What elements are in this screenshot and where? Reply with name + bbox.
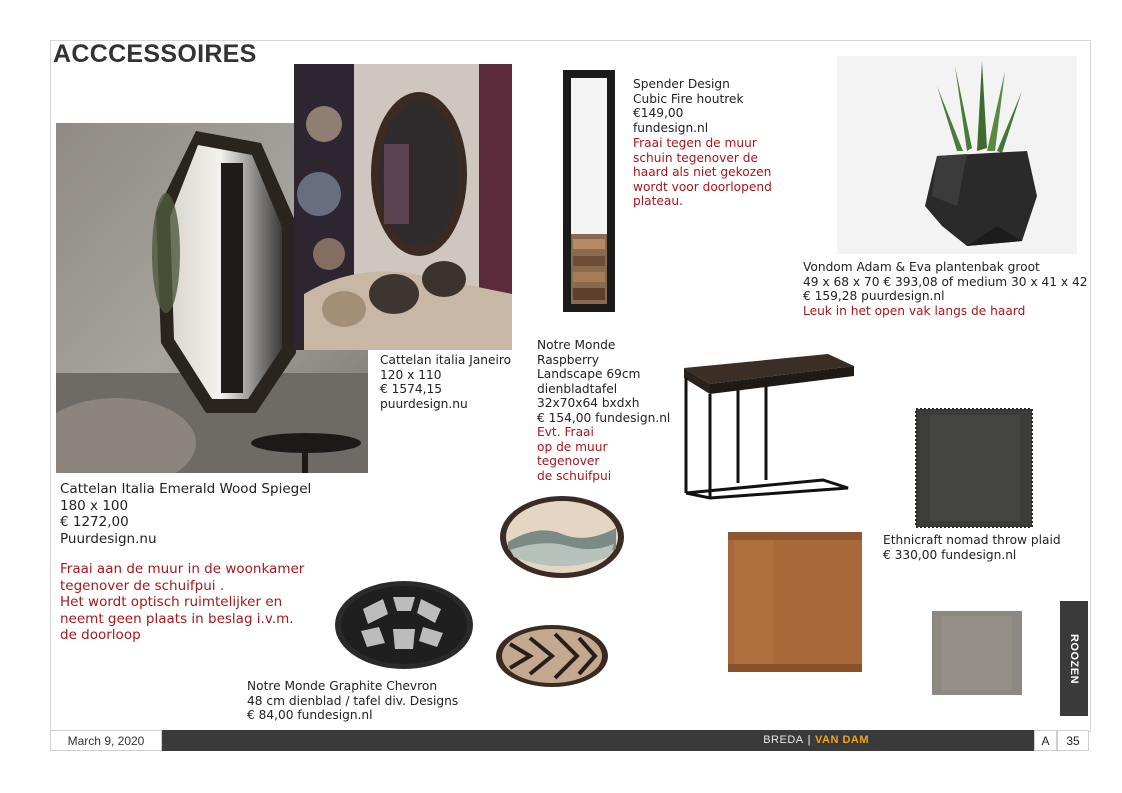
tray-table-image: [678, 348, 860, 526]
fire-rack-note: Fraai tegen de muur schuin tegenover de haard als niet gekozen wordt voor doorlopend plateau.: [633, 136, 772, 208]
footer-page-letter: A: [1034, 730, 1057, 751]
grey-plaid-image: [928, 608, 1026, 698]
tray-table-note: Evt. Fraai op de muur tegenover de schuifpui: [537, 425, 612, 483]
emerald-mirror-note: Fraai aan de muur in de woonkamer tegenover de schuifpui . Het wordt optisch ruimtelijker en neemt geen plaats in beslag i.v.m. de doorloop: [60, 561, 305, 643]
planter-description: Vondom Adam & Eva plantenbak groot 49 x 68 x 70 € 393,08 of medium 30 x 41 x 42 € 159,28 puurdesign.nl: [803, 260, 1088, 303]
fire-rack-description: Spender Design Cubic Fire houtrek €149,00 fundesign.nl: [633, 77, 744, 135]
throw-plaid-description: Ethnicraft nomad throw plaid € 330,00 fundesign.nl: [883, 533, 1061, 562]
landscape-tray-image: [498, 494, 626, 580]
janeiro-mirror-description: Cattelan italia Janeiro 120 x 110 € 1574,15 puurdesign.nu: [380, 353, 512, 411]
chevron-tray-large-image: [333, 579, 475, 671]
chevron-tray-small-image: [495, 624, 609, 688]
tray-table-description: Notre Monde Raspberry Landscape 69cm dienbladtafel 32x70x64 bxdxh € 154,00 fundesign.nl: [537, 338, 671, 425]
chevron-tray-description: Notre Monde Graphite Chevron 48 cm dienblad / tafel div. Designs € 84,00 fundesign.nl: [247, 679, 459, 722]
planter-note: Leuk in het open vak langs de haard: [803, 304, 1026, 318]
footer-brand: [763, 730, 869, 751]
footer-brand-city: BREDA: [763, 734, 804, 746]
page-title: ACCCESSOIRES: [53, 40, 257, 68]
side-tab: [1060, 601, 1088, 716]
footer-bar: [162, 730, 1034, 751]
footer: [50, 730, 1089, 751]
footer-date: March 9, 2020: [50, 730, 162, 751]
fire-rack-image: [555, 64, 625, 316]
side-tab-label: ROOZEN: [1068, 633, 1080, 684]
footer-brand-separator: |: [807, 734, 811, 746]
brown-plaid-image: [724, 530, 866, 675]
janeiro-mirror-image: [294, 64, 512, 350]
planter-image: [837, 56, 1077, 254]
emerald-mirror-description: Cattelan Italia Emerald Wood Spiegel 180 x 100 € 1272,00 Puurdesign.nu: [60, 481, 312, 547]
footer-page-number: 35: [1057, 730, 1089, 751]
dark-plaid-image: [910, 405, 1038, 530]
footer-brand-name: VAN DAM: [814, 734, 869, 746]
